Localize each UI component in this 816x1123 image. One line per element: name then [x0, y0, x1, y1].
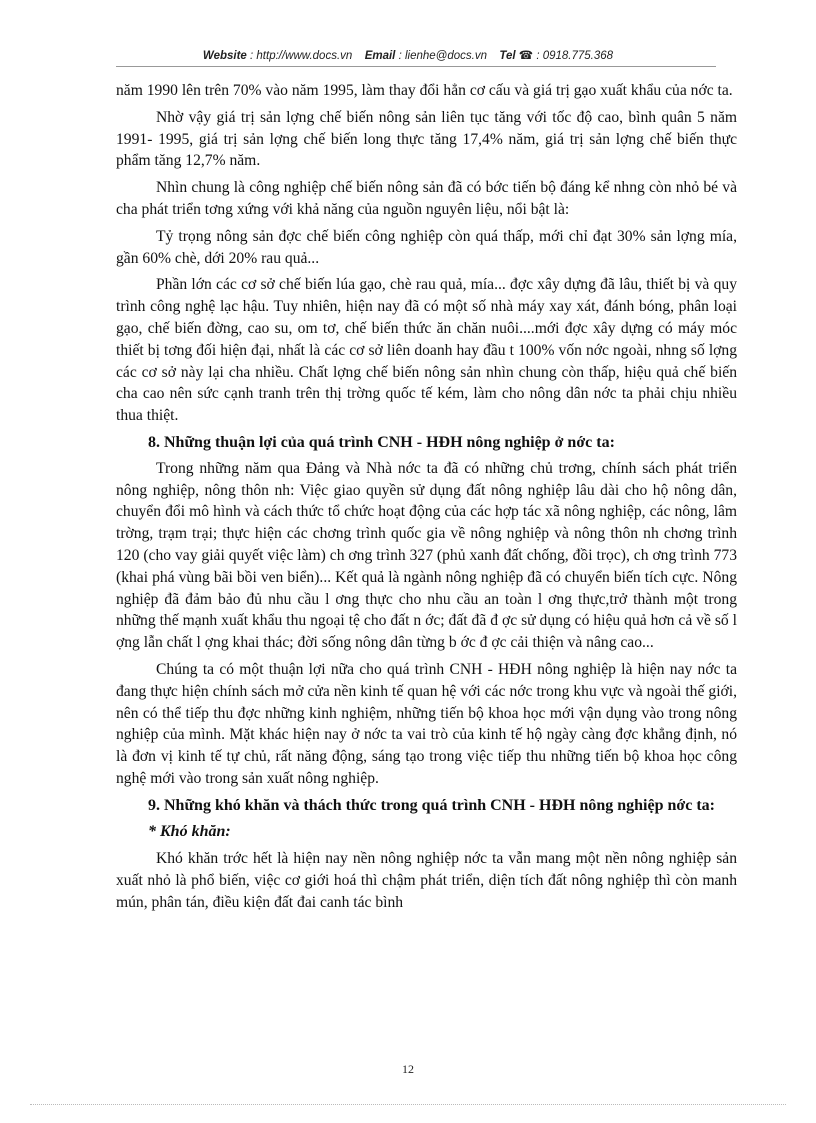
phone-icon: ☎ — [518, 50, 534, 62]
tel-number: : 0918.775.368 — [536, 50, 614, 62]
paragraph-5: Phần lớn các cơ sở chế biến lúa gạo, chè rau quả, mía... đợc xây dựng đã lâu, thiết bị và quy trình công nghệ lạc hậu. Tuy nhiên, hiện nay đã có một số nhà máy xay xát, đánh bóng, phân loại gạo, chế biến đờng, cao su, om tơ, chế biến thức ăn chăn nuôi....mới đợc xây dựng có máy móc thiết bị tơng đối hiện đại, nhất là các cơ sở liên doanh hay đầu t 100% vốn nớc ngoài, nhng số lợng các cơ sở này lại cha nhiều. Chất lợng chế biến nông sản nhìn chung còn thấp, hiệu quả chế biến cha cao nên sức cạnh tranh trên thị trờng quốc tế kém, làm cho nông dân nớc ta phải chịu nhiều thua thiệt. — [116, 276, 737, 425]
website-url[interactable]: : http://www.docs.vn — [250, 50, 353, 62]
page-number: 12 — [402, 1062, 414, 1076]
email-label: Email — [364, 50, 396, 62]
paragraph-1: năm 1990 lên trên 70% vào năm 1995, làm thay đổi hẳn cơ cấu và giá trị gạo xuất khẩu của nớc ta. — [116, 82, 733, 99]
email-address[interactable]: : lienhe@docs.vn — [398, 50, 487, 62]
paragraph-7: Chúng ta có một thuận lợi nữa cho quá trình CNH - HĐH nông nghiệp là hiện nay nớc ta đang thực hiện chính sách mở cửa nền kinh tế quan hệ với các nớc trong khu vực và ngoài thế giới, nên có thể tiếp thu đợc những kinh nghiệm, những tiến bộ khoa học mới vận dụng vào trong nông nghiệp của mình. Mặt khác hiện nay ở nớc ta vai trò của kinh tế hộ ngày càng đợc khẳng định, nó là đơn vị kinh tế tự chủ, rất năng động, sáng tạo trong việc tiếp thu những tiến bộ khoa học công nghệ mới vào trong sản xuất nông nghiệp. — [116, 660, 737, 787]
tel-label: Tel — [499, 50, 516, 62]
page-bottom-divider — [30, 1104, 786, 1105]
subheading-difficulties: * Khó khăn: — [148, 822, 231, 840]
page-header — [0, 48, 816, 62]
paragraph-3: Nhìn chung là công nghiệp chế biến nông sản đã có bớc tiến bộ đáng kể nhng còn nhỏ bé và cha phát triển tơng xứng với khả năng của nguồn nguyên liệu, nổi bật là: — [116, 179, 737, 218]
paragraph-8: Khó khăn trớc hết là hiện nay nền nông nghiệp nớc ta vẫn mang một nền nông nghiệp sản xuất nhỏ là phổ biến, việc cơ giới hoá thì chậm phát triển, diện tích đất nông nghiệp thì còn manh mún, phân tán, điều kiện đất đai canh tác bình — [116, 850, 737, 911]
section-heading-8: 8. Những thuận lợi của quá trình CNH - HĐH nông nghiệp ở nớc ta: — [148, 433, 615, 451]
website-label: Website — [202, 50, 247, 62]
document-body — [116, 80, 737, 919]
section-heading-9: 9. Những khó khăn và thách thức trong quá trình CNH - HĐH nông nghiệp nớc ta: — [148, 796, 715, 814]
paragraph-4: Tỷ trọng nông sản đợc chế biến công nghiệp còn quá thấp, mới chỉ đạt 30% sản lợng mía, gần 60% chè, dới 20% rau quả... — [116, 227, 737, 267]
header-divider — [116, 66, 716, 67]
paragraph-6: Trong những năm qua Đảng và Nhà nớc ta đã có những chủ trơng, chính sách phát triển nông nghiệp, nông thôn nh: Việc giao quyền sử dụng đất nông nghiệp lâu dài cho hộ nông dân, chuyển đổi mô hình và cách thức tổ chức hoạt động của các hợp tác xã nông nghiệp, các nông, lâm trờng, trạm trại; thực hiện các chơng trình quốc gia về nông nghiệp và nông thôn nh chơng trình 120 (cho vay giải quyết việc làm) ch ơng trình 327 (phủ xanh đất chống, đồi trọc), ch ơng trình 773 (khai phá vùng bãi bồi ven biển)... Kết quả là ngành nông nghiệp đã có chuyển biến tích cực. Nông nghiệp đã đảm bảo đủ nhu cầu l ơng thực cho nhu cầu an toàn l ơng thực,trở thành một trong những thế mạnh xuất khẩu thu ngoại tệ cho đất n ớc; đất đã đ ợc sử dụng có hiệu quả hơn cả về số l ợng lẫn chất l ợng khai thác; đời sống nông dân từng b ớc đ ợc cải thiện và nâng cao... — [116, 459, 737, 652]
paragraph-2: Nhờ vậy giá trị sản lợng chế biến nông sản liên tục tăng với tốc độ cao, bình quân 5 năm 1991- 1995, giá trị sản lợng chế biến long thực tăng 17,4% năm, giá trị sản lợng chế biến thực phẩm tăng 12,7% năm. — [116, 108, 737, 170]
